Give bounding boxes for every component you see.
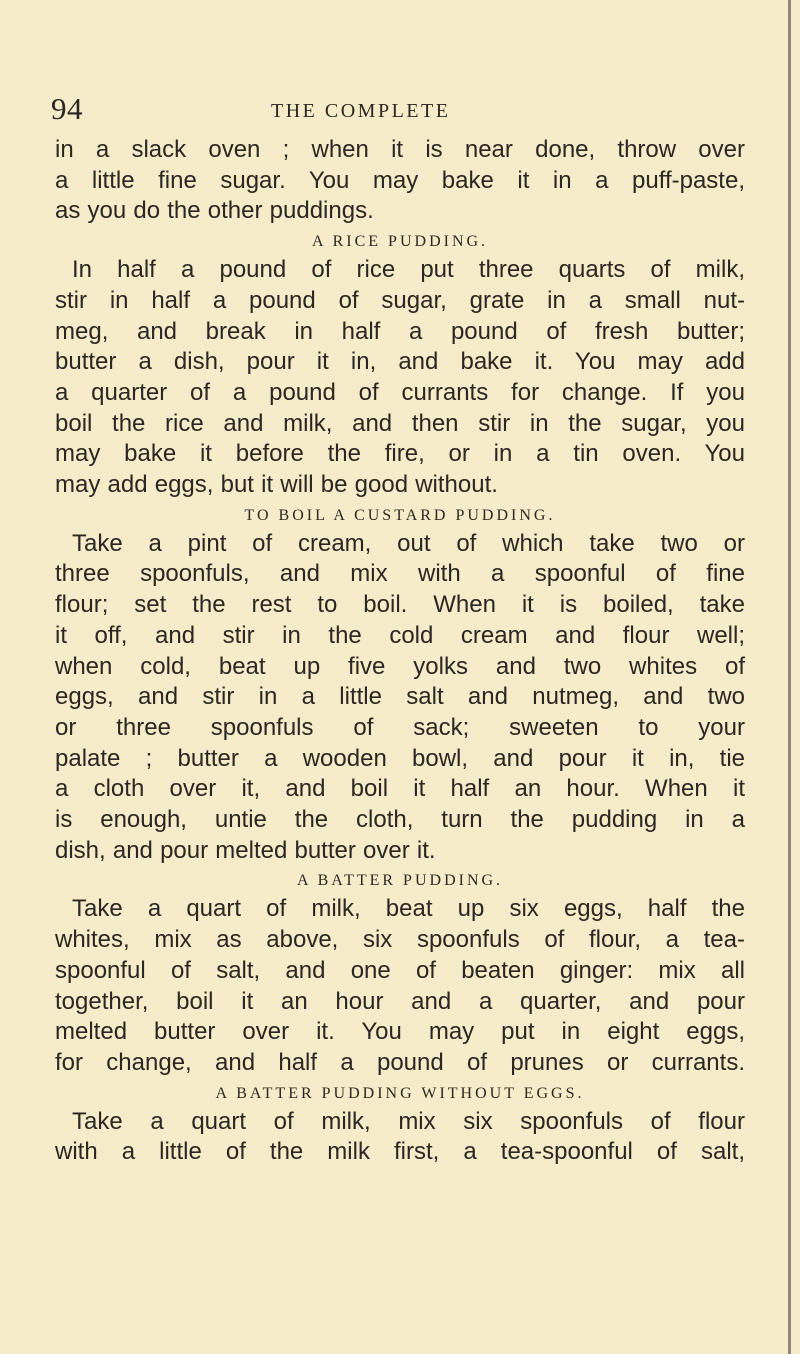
text-line: three spoonfuls, and mix with a spoonful of fine [55, 560, 745, 588]
recipe-heading-batter-pudding: A BATTER PUDDING. [296, 872, 504, 890]
page-edge-rule [788, 0, 791, 1354]
text-line: a quarter of a pound of currants for change. If you [55, 378, 745, 406]
text-line: may add eggs, but it will be good without. [55, 471, 498, 499]
text-line: together, boil it an hour and a quarter, and pour [55, 987, 745, 1015]
text-line: flour; set the rest to boil. When it is boiled, take [55, 591, 745, 619]
text-line: as you do the other puddings. [55, 197, 374, 225]
text-line: dish, and pour melted butter over it. [55, 836, 436, 864]
page-body [55, 135, 745, 1168]
recipe-heading-rice-pudding: A RICE PUDDING. [311, 233, 489, 251]
text-line: melted butter over it. You may put in eight eggs, [55, 1018, 745, 1046]
text-line: palate ; butter a wooden bowl, and pour it in, tie [55, 744, 745, 772]
text-line: a cloth over it, and boil it half an hour. When it [55, 775, 745, 803]
recipe-heading-custard-pudding: TO BOIL A CUSTARD PUDDING. [244, 506, 556, 524]
text-line: boil the rice and milk, and then stir in the sugar, you [55, 409, 745, 437]
text-line: spoonful of salt, and one of beaten ginger: mix all [55, 956, 745, 984]
text-line: for change, and half a pound of prunes or currants. [55, 1048, 745, 1076]
running-head [51, 92, 751, 126]
recipe-heading-batter-pudding-without-eggs: A BATTER PUDDING WITHOUT EGGS. [215, 1084, 585, 1102]
text-line: whites, mix as above, six spoonfuls of flour, a tea- [55, 926, 745, 954]
text-line: meg, and break in half a pound of fresh butter; [55, 317, 745, 345]
text-line: it off, and stir in the cold cream and flour well; [55, 621, 745, 649]
text-line: In half a pound of rice put three quarts of milk, [72, 256, 745, 284]
page-number: 94 [51, 91, 83, 126]
text-line: with a little of the milk first, a tea-spoonful of salt, [55, 1138, 745, 1166]
text-line: butter a dish, pour it in, and bake it. You may add [55, 348, 745, 376]
text-line: Take a quart of milk, beat up six eggs, half the [72, 895, 745, 923]
running-title: THE COMPLETE [271, 100, 451, 122]
text-line: or three spoonfuls of sack; sweeten to your [55, 713, 745, 741]
text-line: stir in half a pound of sugar, grate in a small nut- [55, 286, 745, 314]
text-line: may bake it before the fire, or in a tin oven. You [55, 440, 745, 468]
text-line: Take a quart of milk, mix six spoonfuls of flour [72, 1107, 745, 1135]
text-line: in a slack oven ; when it is near done, throw over [55, 136, 745, 163]
text-line: eggs, and stir in a little salt and nutmeg, and two [55, 683, 745, 711]
text-line: Take a pint of cream, out of which take two or [72, 529, 745, 557]
text-line: is enough, untie the cloth, turn the pudding in a [55, 806, 745, 834]
text-line: a little fine sugar. You may bake it in a puff-paste, [55, 166, 745, 194]
text-line: when cold, beat up five yolks and two whites of [55, 652, 745, 680]
